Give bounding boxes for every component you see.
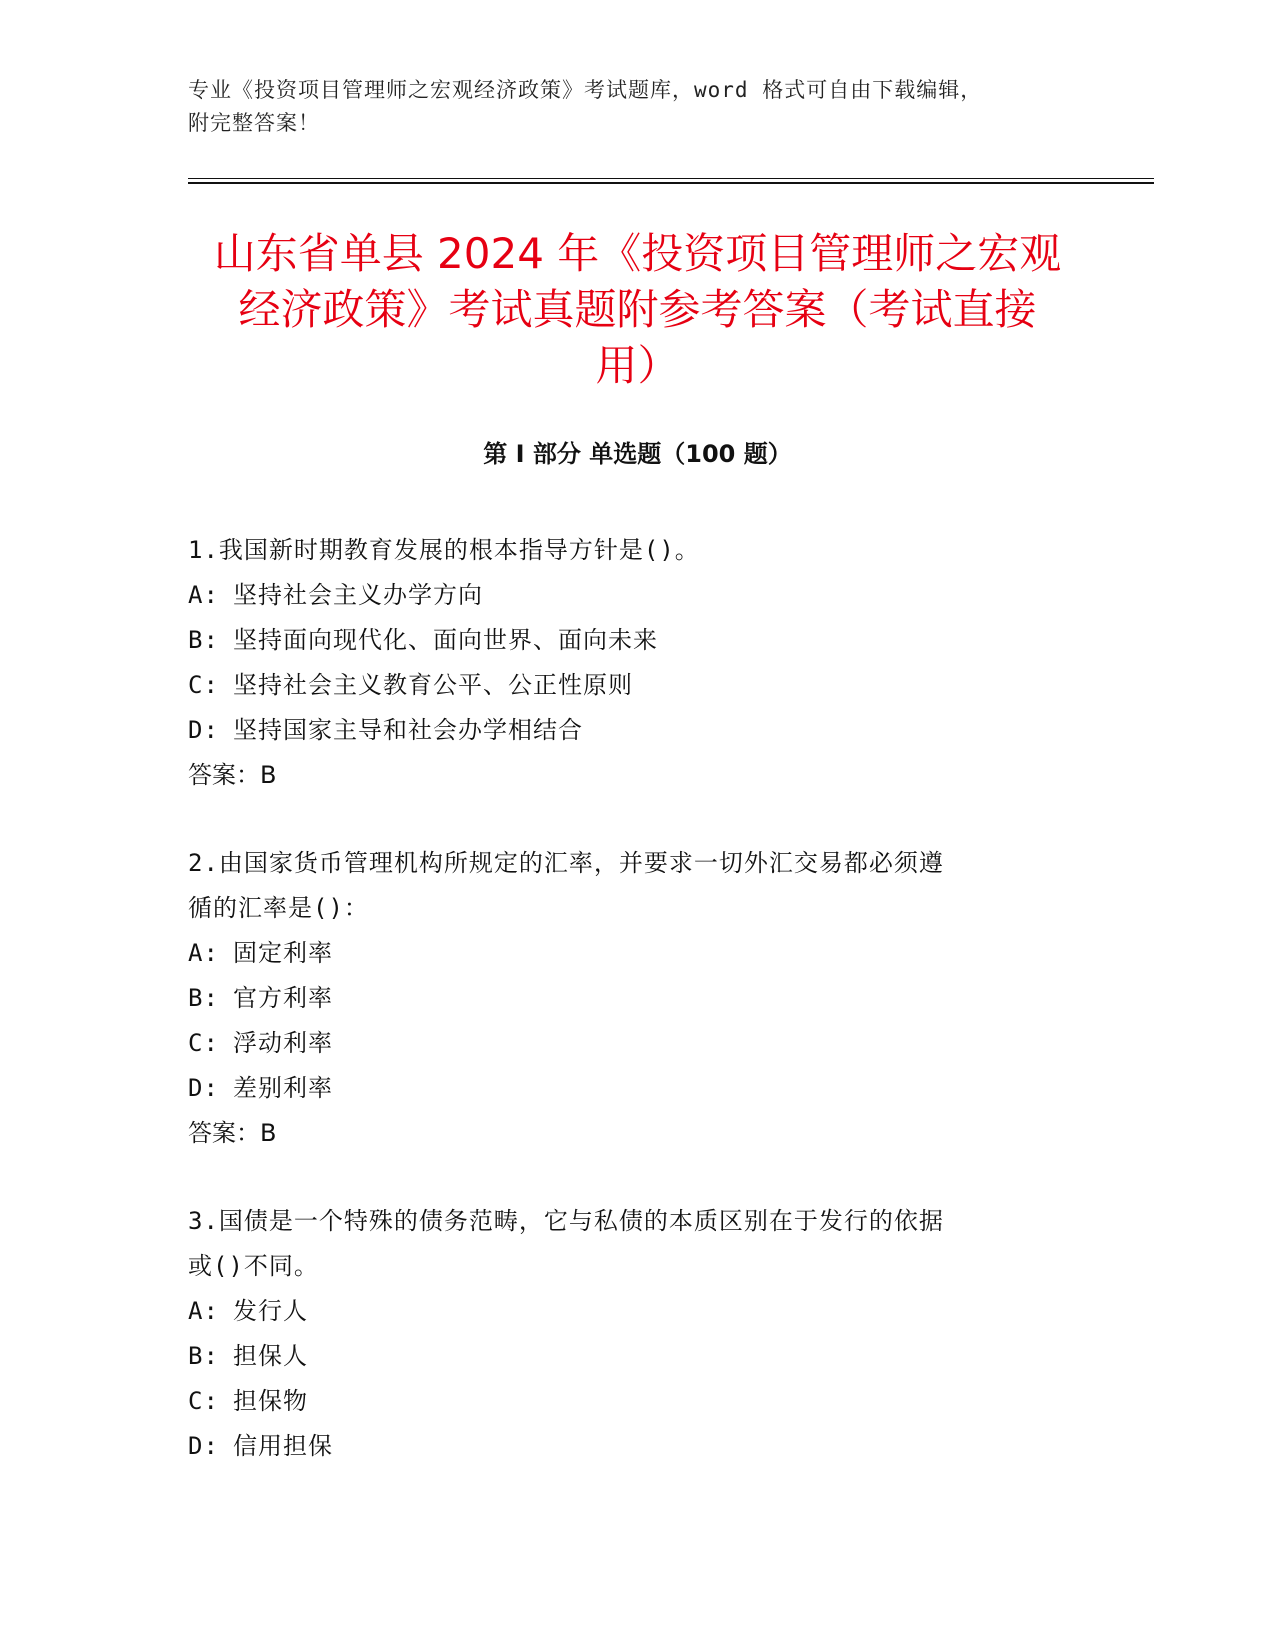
option-a xyxy=(188,573,1068,618)
option-letter: A: xyxy=(188,939,219,967)
option-d xyxy=(188,1424,1068,1469)
option-text: 官方利率 xyxy=(233,984,333,1012)
option-text: 坚持社会主义教育公平、公正性原则 xyxy=(233,671,633,699)
header-divider-thick xyxy=(188,182,1154,184)
answer-line: 答案：B xyxy=(188,1119,277,1147)
document-title xyxy=(150,226,1125,394)
option-c xyxy=(188,1379,1068,1424)
option-text: 坚持国家主导和社会办学相结合 xyxy=(233,716,583,744)
header-note xyxy=(188,74,1068,140)
document-title-line-2: 经济政策》考试真题附参考答案（考试直接 xyxy=(238,285,1037,334)
option-letter: C: xyxy=(188,671,219,699)
option-text: 发行人 xyxy=(233,1297,308,1325)
option-c xyxy=(188,1021,1068,1066)
question-1 xyxy=(188,528,1068,798)
option-a xyxy=(188,1289,1068,1334)
option-letter: C: xyxy=(188,1387,219,1415)
option-text: 坚持社会主义办学方向 xyxy=(233,581,483,609)
option-b xyxy=(188,976,1068,1021)
section-heading: 第 I 部分 单选题（100 题） xyxy=(483,440,792,468)
answer-line: 答案：B xyxy=(188,761,277,789)
option-text: 差别利率 xyxy=(233,1074,333,1102)
option-letter: B: xyxy=(188,984,219,1012)
header-note-line-1: 专业《投资项目管理师之宏观经济政策》考试题库，word 格式可自由下载编辑， xyxy=(188,78,983,102)
option-letter: B: xyxy=(188,626,219,654)
option-d xyxy=(188,1066,1068,1111)
option-letter: C: xyxy=(188,1029,219,1057)
option-b xyxy=(188,1334,1068,1379)
option-letter: B: xyxy=(188,1342,219,1370)
question-stem-continued: 或()不同。 xyxy=(188,1252,319,1280)
question-stem: 2.由国家货币管理机构所规定的汇率，并要求一切外汇交易都必须遵 xyxy=(188,849,944,877)
question-list xyxy=(188,528,1068,1512)
question-3 xyxy=(188,1199,1068,1469)
option-text: 坚持面向现代化、面向世界、面向未来 xyxy=(233,626,658,654)
option-a xyxy=(188,931,1068,976)
option-text: 浮动利率 xyxy=(233,1029,333,1057)
question-stem: 1.我国新时期教育发展的根本指导方针是()。 xyxy=(188,536,700,564)
document-title-line-1: 山东省单县 2024 年《投资项目管理师之宏观 xyxy=(213,229,1062,278)
option-letter: D: xyxy=(188,1432,219,1460)
header-divider-thin xyxy=(188,178,1154,179)
question-2 xyxy=(188,841,1068,1156)
question-stem-continued: 循的汇率是()： xyxy=(188,894,369,922)
option-text: 固定利率 xyxy=(233,939,333,967)
option-text: 信用担保 xyxy=(233,1432,333,1460)
question-stem: 3.国债是一个特殊的债务范畴，它与私债的本质区别在于发行的依据 xyxy=(188,1207,944,1235)
option-letter: A: xyxy=(188,581,219,609)
option-d xyxy=(188,708,1068,753)
option-c xyxy=(188,663,1068,708)
header-note-line-2: 附完整答案！ xyxy=(188,111,320,135)
option-b xyxy=(188,618,1068,663)
option-text: 担保人 xyxy=(233,1342,308,1370)
option-letter: A: xyxy=(188,1297,219,1325)
option-letter: D: xyxy=(188,1074,219,1102)
option-text: 担保物 xyxy=(233,1387,308,1415)
option-letter: D: xyxy=(188,716,219,744)
document-title-line-3: 用） xyxy=(595,341,680,390)
